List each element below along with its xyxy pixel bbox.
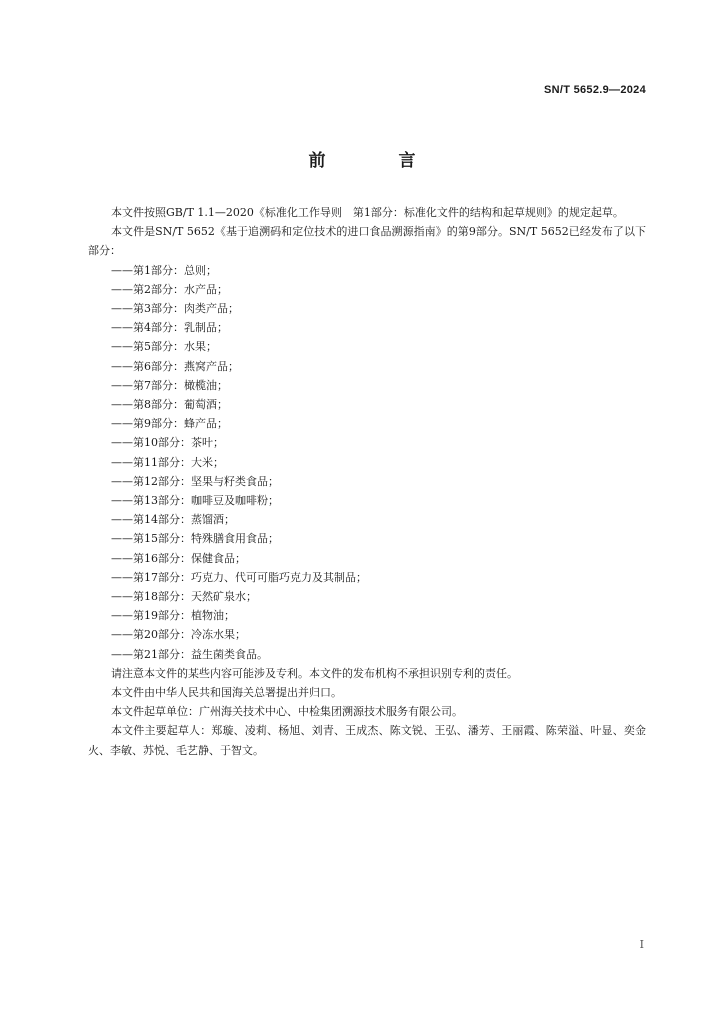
list-item: ——第12部分：坚果与籽类食品； <box>111 474 279 488</box>
parts-list <box>88 261 646 664</box>
list-item: ——第3部分：肉类产品； <box>111 302 239 316</box>
document-body <box>88 203 646 760</box>
list-item: ——第10部分：茶叶； <box>111 436 224 450</box>
list-item: ——第7部分：橄榄油； <box>111 378 228 392</box>
list-item: ——第17部分：巧克力、代可可脂巧克力及其制品； <box>111 570 367 584</box>
page-title: 前 言 <box>308 151 444 171</box>
list-item: ——第21部分：益生菌类食品。 <box>111 647 268 661</box>
list-item: ——第20部分：冷冻水果； <box>111 628 246 642</box>
list-item: ——第11部分：大米； <box>111 455 224 469</box>
proposer-statement: 本文件由中华人民共和国海关总署提出并归口。 <box>111 686 342 700</box>
drafting-units: 本文件起草单位：广州海关技术中心、中检集团溯源技术服务有限公司。 <box>111 705 463 719</box>
patent-notice: 请注意本文件的某些内容可能涉及专利。本文件的发布机构不承担识别专利的责任。 <box>111 666 518 680</box>
drafters: 本文件主要起草人：郑璇、凌莉、杨旭、刘青、王成杰、陈文锐、王弘、潘芳、王丽霞、陈荣溢、叶显、奕金火、李敏、苏悦、毛艺静、于智文。 <box>88 724 646 757</box>
list-item: ——第9部分：蜂产品； <box>111 417 228 431</box>
list-item: ——第4部分：乳制品； <box>111 321 228 335</box>
list-item: ——第1部分：总则； <box>111 263 217 277</box>
list-item: ——第16部分：保健食品； <box>111 551 246 565</box>
list-item: ——第5部分：水果； <box>111 340 217 354</box>
intro-paragraph: 本文件按照GB/T 1.1—2020《标准化工作导则 第1部分：标准化文件的结构和起草规则》的规定起草。 <box>111 206 624 219</box>
list-item: ——第6部分：燕窝产品； <box>111 359 239 373</box>
intro-paragraph: 本文件是SN/T 5652《基于追溯码和定位技术的进口食品溯源指南》的第9部分。SN/T 5652已经发布了以下部分： <box>88 225 646 258</box>
page-number: I <box>639 938 644 951</box>
list-item: ——第2部分：水产品； <box>111 282 228 296</box>
list-item: ——第13部分：咖啡豆及咖啡粉； <box>111 494 279 508</box>
standard-code: SN/T 5652.9—2024 <box>543 84 646 96</box>
list-item: ——第18部分：天然矿泉水； <box>111 590 257 604</box>
list-item: ——第8部分：葡萄酒； <box>111 398 228 412</box>
list-item: ——第19部分：植物油； <box>111 609 235 623</box>
list-item: ——第15部分：特殊膳食用食品； <box>111 532 279 546</box>
list-item: ——第14部分：蒸馏酒； <box>111 513 235 527</box>
